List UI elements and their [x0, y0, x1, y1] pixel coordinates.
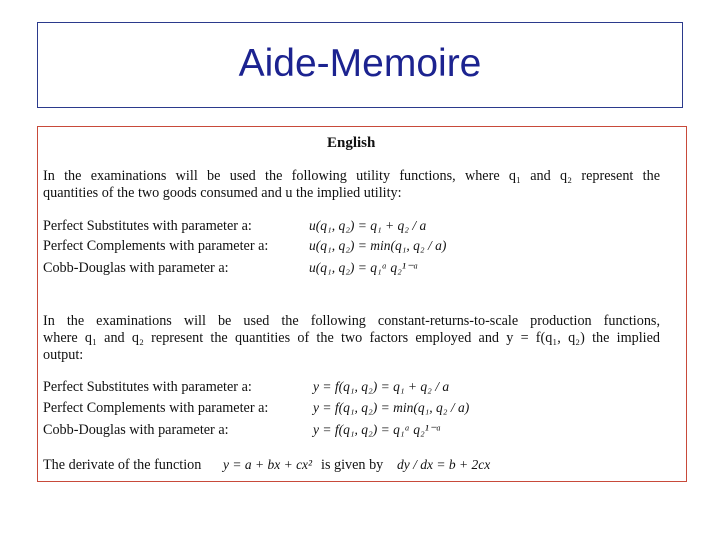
- content-box: [37, 126, 687, 482]
- utility-row-label: Perfect Complements with parameter a:: [43, 238, 269, 254]
- utility-intro-line1: In the examinations will be used the following utility functions, where q₁ and q₂ represent the: [43, 168, 660, 184]
- production-intro-line3: output:: [43, 347, 84, 363]
- derivative-prefix: The derivate of the function: [43, 457, 202, 473]
- production-row-label: Cobb-Douglas with parameter a:: [43, 422, 229, 438]
- production-intro-line1: In the examinations will be used the following constant-returns-to-scale production functions,: [43, 313, 660, 329]
- utility-intro-line2: quantities of the two goods consumed and u the implied utility:: [43, 185, 402, 201]
- utility-row-label: Cobb-Douglas with parameter a:: [43, 260, 229, 276]
- utility-row-formula: u(q₁, q₂) = q₁ + q₂ / a: [309, 218, 427, 233]
- utility-row-formula: u(q₁, q₂) = q₁ᵃ q₂¹⁻ᵃ: [309, 260, 419, 275]
- derivative-function: y = a + bx + cx²: [223, 457, 313, 472]
- derivative-middle: is given by: [321, 457, 384, 473]
- production-row-formula: y = f(q₁, q₂) = q₁ᵃ q₂¹⁻ᵃ: [313, 422, 442, 437]
- utility-row-formula: u(q₁, q₂) = min(q₁, q₂ / a): [309, 238, 447, 253]
- production-row-formula: y = f(q₁, q₂) = min(q₁, q₂ / a): [313, 400, 470, 415]
- utility-row-label: Perfect Substitutes with parameter a:: [43, 218, 252, 234]
- production-intro-line2: where q₁ and q₂ represent the quantities of the two factors employed and y = f(q₁, q₂) the implied: [43, 330, 660, 346]
- title-box: [37, 22, 683, 108]
- production-row-label: Perfect Substitutes with parameter a:: [43, 379, 252, 395]
- derivative-result: dy / dx = b + 2cx: [397, 457, 491, 472]
- slide-title: Aide-Memoire: [238, 42, 482, 85]
- production-row-label: Perfect Complements with parameter a:: [43, 400, 269, 416]
- doc-heading: English: [327, 135, 376, 151]
- production-row-formula: y = f(q₁, q₂) = q₁ + q₂ / a: [313, 379, 450, 394]
